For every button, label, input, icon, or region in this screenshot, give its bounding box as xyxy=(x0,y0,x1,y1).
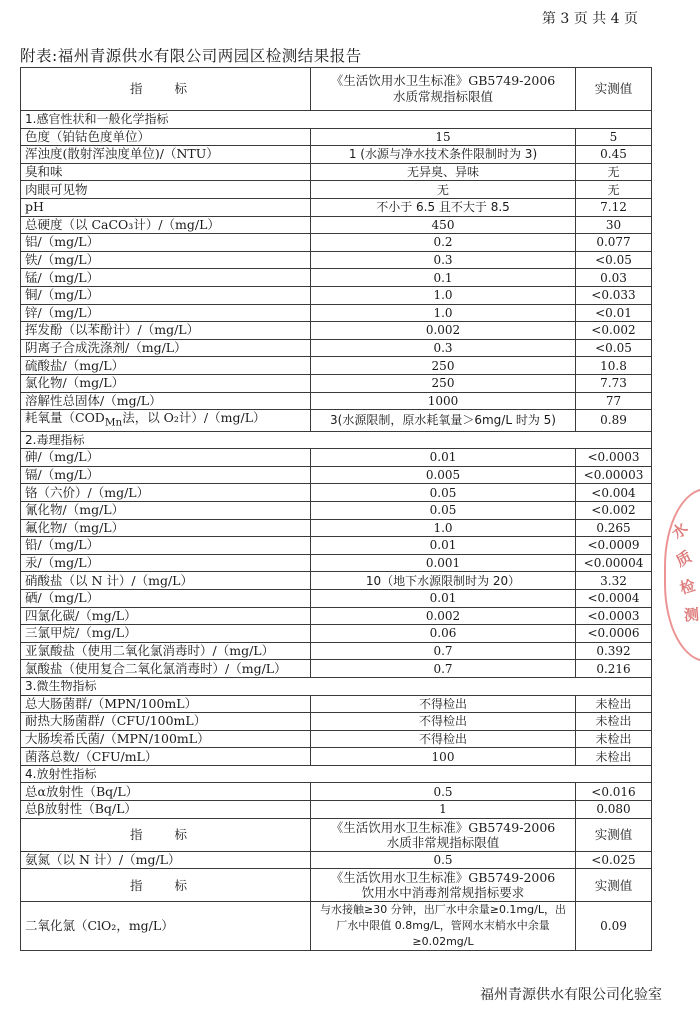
indicator-name: 肉眼可见物 xyxy=(21,181,311,199)
indicator-name: 色度（铂钴色度单位） xyxy=(21,128,311,146)
standard-limit: 0.002 xyxy=(311,607,576,625)
indicator-name: 总β放射性（Bq/L） xyxy=(21,801,311,819)
measured-value: <0.002 xyxy=(576,322,652,340)
table-row xyxy=(21,713,652,731)
indicator-name: 硝酸盐（以 N 计）/（mg/L） xyxy=(21,572,311,590)
section-row xyxy=(21,431,652,449)
standard-limit: 250 xyxy=(311,357,576,375)
results-table xyxy=(20,67,652,951)
measured-value: 77 xyxy=(576,392,652,410)
measured-value: 未检出 xyxy=(576,748,652,766)
standard-limit: 1.0 xyxy=(311,519,576,537)
subheader-standard xyxy=(311,818,576,851)
section-heading: 3.微生物指标 xyxy=(21,677,652,695)
standard-limit: 0.5 xyxy=(311,851,576,869)
standard-limit: 0.01 xyxy=(311,449,576,467)
standard-limit: 0.001 xyxy=(311,554,576,572)
table-row xyxy=(21,410,652,432)
table-row xyxy=(21,198,652,216)
indicator-name: 臭和味 xyxy=(21,163,311,181)
measured-value: 未检出 xyxy=(576,695,652,713)
measured-value: 0.080 xyxy=(576,801,652,819)
measured-value: 7.73 xyxy=(576,374,652,392)
standard-limit: 0.3 xyxy=(311,251,576,269)
standard-limit: 无 xyxy=(311,181,576,199)
table-row xyxy=(21,449,652,467)
table-row xyxy=(21,783,652,801)
stamp-character: 测 xyxy=(683,605,700,625)
standard-limit: 0.002 xyxy=(311,322,576,340)
subheader-standard-line1: 《生活饮用水卫生标准》GB5749-2006 xyxy=(330,870,556,886)
indicator-name: 氰化物/（mg/L） xyxy=(21,501,311,519)
table-row xyxy=(21,607,652,625)
indicator-name: 菌落总数/（CFU/mL） xyxy=(21,748,311,766)
measured-value: 无 xyxy=(576,181,652,199)
measured-value: <0.01 xyxy=(576,304,652,322)
measured-value: <0.016 xyxy=(576,783,652,801)
indicator-name: 铝/（mg/L） xyxy=(21,234,311,252)
measured-value: <0.0009 xyxy=(576,537,652,555)
indicator-name: 锌/（mg/L） xyxy=(21,304,311,322)
measured-value: 3.32 xyxy=(576,572,652,590)
table-row xyxy=(21,589,652,607)
indicator-name: pH xyxy=(21,198,311,216)
standard-limit: 3(水源限制，原水耗氧量＞6mg/L 时为 5) xyxy=(311,410,576,432)
table-header-row xyxy=(21,68,652,111)
standard-limit: 0.01 xyxy=(311,589,576,607)
standard-limit: 1000 xyxy=(311,392,576,410)
table-row xyxy=(21,251,652,269)
standard-limit: 不小于 6.5 且不大于 8.5 xyxy=(311,198,576,216)
report-title: 附表:福州青源供水有限公司两园区检测结果报告 xyxy=(20,47,362,65)
table-row xyxy=(21,374,652,392)
measured-value: <0.05 xyxy=(576,251,652,269)
table-row xyxy=(21,163,652,181)
table-row xyxy=(21,801,652,819)
indicator-name: 溶解性总固体/（mg/L） xyxy=(21,392,311,410)
indicator-name: 氯酸盐（使用复合二氧化氯消毒时）/（mg/L） xyxy=(21,660,311,678)
standard-limit: 1.0 xyxy=(311,286,576,304)
standard-limit: 0.01 xyxy=(311,537,576,555)
table-row xyxy=(21,466,652,484)
section-row xyxy=(21,111,652,129)
measured-value: 0.216 xyxy=(576,660,652,678)
measured-value: 0.077 xyxy=(576,234,652,252)
subheader-standard-line2: 水质非常规指标限值 xyxy=(386,834,500,850)
table-row xyxy=(21,572,652,590)
standard-limit: 0.5 xyxy=(311,783,576,801)
indicator-name: 总大肠菌群/（MPN/100mL） xyxy=(21,695,311,713)
indicator-name: 四氯化碳/（mg/L） xyxy=(21,607,311,625)
standard-limit: 0.06 xyxy=(311,625,576,643)
indicator-name: 铁/（mg/L） xyxy=(21,251,311,269)
measured-value: 未检出 xyxy=(576,713,652,731)
measured-value: 无 xyxy=(576,163,652,181)
indicator-name: 硒/（mg/L） xyxy=(21,589,311,607)
measured-value: 7.12 xyxy=(576,198,652,216)
standard-limit: 0.005 xyxy=(311,466,576,484)
subheader-standard-line1: 《生活饮用水卫生标准》GB5749-2006 xyxy=(330,819,556,835)
standard-limit: 0.05 xyxy=(311,501,576,519)
table-row xyxy=(21,128,652,146)
stamp-character: 检 xyxy=(677,576,698,598)
table-row xyxy=(21,269,652,287)
table-row xyxy=(21,902,652,951)
indicator-name: 浑浊度(散射浑浊度单位)/（NTU） xyxy=(21,146,311,164)
standard-limit: 1 (水源与净水技术条件限制时为 3) xyxy=(311,146,576,164)
standard-limit: 0.05 xyxy=(311,484,576,502)
subheader-measured: 实测值 xyxy=(576,869,652,902)
table-row xyxy=(21,357,652,375)
header-standard-line1: 《生活饮用水卫生标准》GB5749-2006 xyxy=(330,73,556,88)
header-indicator: 指 标 xyxy=(21,68,311,111)
indicator-name: 总α放射性（Bq/L） xyxy=(21,783,311,801)
standard-limit: 0.3 xyxy=(311,339,576,357)
standard-limit: 0.7 xyxy=(311,660,576,678)
measured-value: 0.265 xyxy=(576,519,652,537)
standard-limit: 1.0 xyxy=(311,304,576,322)
table-row xyxy=(21,851,652,869)
measured-value: <0.00004 xyxy=(576,554,652,572)
standard-limit: 450 xyxy=(311,216,576,234)
measured-value: <0.0006 xyxy=(576,625,652,643)
table-row xyxy=(21,642,652,660)
standard-limit: 1 xyxy=(311,801,576,819)
page-number: 第 3 页 共 4 页 xyxy=(541,11,638,27)
table-row xyxy=(21,625,652,643)
indicator-name: 阴离子合成洗涤剂/（mg/L） xyxy=(21,339,311,357)
table-row xyxy=(21,322,652,340)
indicator-name: 铬（六价）/（mg/L） xyxy=(21,484,311,502)
table-row xyxy=(21,748,652,766)
standard-limit: 250 xyxy=(311,374,576,392)
table-row xyxy=(21,339,652,357)
indicator-name: 铅/（mg/L） xyxy=(21,537,311,555)
measured-value: 0.89 xyxy=(576,410,652,432)
indicator-name: 锰/（mg/L） xyxy=(21,269,311,287)
measured-value: 0.45 xyxy=(576,146,652,164)
subheader-measured: 实测值 xyxy=(576,818,652,851)
indicator-name: 硫酸盐/（mg/L） xyxy=(21,357,311,375)
section-heading: 1.感官性状和一般化学指标 xyxy=(21,111,652,129)
standard-limit: 无异臭、异味 xyxy=(311,163,576,181)
measured-value: <0.0003 xyxy=(576,449,652,467)
subheader-standard xyxy=(311,869,576,902)
indicator-name: 二氧化氯（ClO₂，mg/L） xyxy=(21,902,311,951)
header-standard-line2: 水质常规指标限值 xyxy=(392,89,493,104)
measured-value: 0.392 xyxy=(576,642,652,660)
subheader-indicator: 指 标 xyxy=(21,869,311,902)
indicator-name: 砷/（mg/L） xyxy=(21,449,311,467)
table-row xyxy=(21,730,652,748)
indicator-name: 亚氯酸盐（使用二氧化氯消毒时）/（mg/L） xyxy=(21,642,311,660)
section-heading: 4.放射性指标 xyxy=(21,765,652,783)
table-row xyxy=(21,304,652,322)
subheader-row xyxy=(21,869,652,902)
measured-value: <0.00003 xyxy=(576,466,652,484)
table-row xyxy=(21,181,652,199)
measured-value: 10.8 xyxy=(576,357,652,375)
indicator-name: 镉/（mg/L） xyxy=(21,466,311,484)
indicator-name: 氟化物/（mg/L） xyxy=(21,519,311,537)
table-row xyxy=(21,695,652,713)
standard-limit: 不得检出 xyxy=(311,695,576,713)
measured-value: <0.0003 xyxy=(576,607,652,625)
subheader-indicator: 指 标 xyxy=(21,818,311,851)
standard-limit: 0.1 xyxy=(311,269,576,287)
table-row xyxy=(21,392,652,410)
measured-value: 未检出 xyxy=(576,730,652,748)
table-row xyxy=(21,484,652,502)
measured-value: <0.002 xyxy=(576,501,652,519)
subheader-standard-line2: 饮用水中消毒剂常规指标要求 xyxy=(361,885,525,901)
measured-value: 30 xyxy=(576,216,652,234)
standard-limit: 100 xyxy=(311,748,576,766)
indicator-name: 汞/（mg/L） xyxy=(21,554,311,572)
indicator-name: 氨氮（以 N 计）/（mg/L） xyxy=(21,851,311,869)
indicator-name: 耐热大肠菌群/（CFU/100mL） xyxy=(21,713,311,731)
standard-limit: 15 xyxy=(311,128,576,146)
measured-value: 0.03 xyxy=(576,269,652,287)
table-row xyxy=(21,554,652,572)
standard-limit: 与水接触≥30 分钟，出厂水中余量≥0.1mg/L，出厂水中限值 0.8mg/L，管网水末梢水中余量≥0.02mg/L xyxy=(311,902,576,951)
measured-value: 0.09 xyxy=(576,902,652,951)
standard-limit: 不得检出 xyxy=(311,730,576,748)
header-measured: 实测值 xyxy=(576,68,652,111)
section-row xyxy=(21,677,652,695)
lab-stamp xyxy=(664,488,700,662)
indicator-name: 耗氧量（$COD_{Mn}$法，以 O₂计）/（mg/L） xyxy=(21,410,311,432)
stamp-character: 水 xyxy=(668,519,692,543)
measured-value: <0.025 xyxy=(576,851,652,869)
footer-lab-name: 福州青源供水有限公司化验室 xyxy=(480,987,662,1003)
indicator-name: 总硬度（以 CaCO₃计）/（mg/L） xyxy=(21,216,311,234)
measured-value: 5 xyxy=(576,128,652,146)
table-row xyxy=(21,660,652,678)
table-row xyxy=(21,234,652,252)
indicator-name: 挥发酚（以苯酚计）/（mg/L） xyxy=(21,322,311,340)
measured-value: <0.05 xyxy=(576,339,652,357)
standard-limit: 不得检出 xyxy=(311,713,576,731)
table-row xyxy=(21,519,652,537)
indicator-name: 三氯甲烷/（mg/L） xyxy=(21,625,311,643)
measured-value: <0.004 xyxy=(576,484,652,502)
indicator-name: 铜/（mg/L） xyxy=(21,286,311,304)
standard-limit: 10（地下水源限制时为 20） xyxy=(311,572,576,590)
header-standard xyxy=(311,68,576,111)
standard-limit: 0.2 xyxy=(311,234,576,252)
subheader-row xyxy=(21,818,652,851)
table-row xyxy=(21,146,652,164)
measured-value: <0.033 xyxy=(576,286,652,304)
table-row xyxy=(21,537,652,555)
section-heading: 2.毒理指标 xyxy=(21,431,652,449)
standard-limit: 0.7 xyxy=(311,642,576,660)
indicator-name: 氯化物/（mg/L） xyxy=(21,374,311,392)
stamp-character: 质 xyxy=(672,547,695,571)
indicator-name: 大肠埃希氏菌/（MPN/100mL） xyxy=(21,730,311,748)
section-row xyxy=(21,765,652,783)
table-row xyxy=(21,216,652,234)
table-row xyxy=(21,286,652,304)
table-row xyxy=(21,501,652,519)
measured-value: <0.0004 xyxy=(576,589,652,607)
